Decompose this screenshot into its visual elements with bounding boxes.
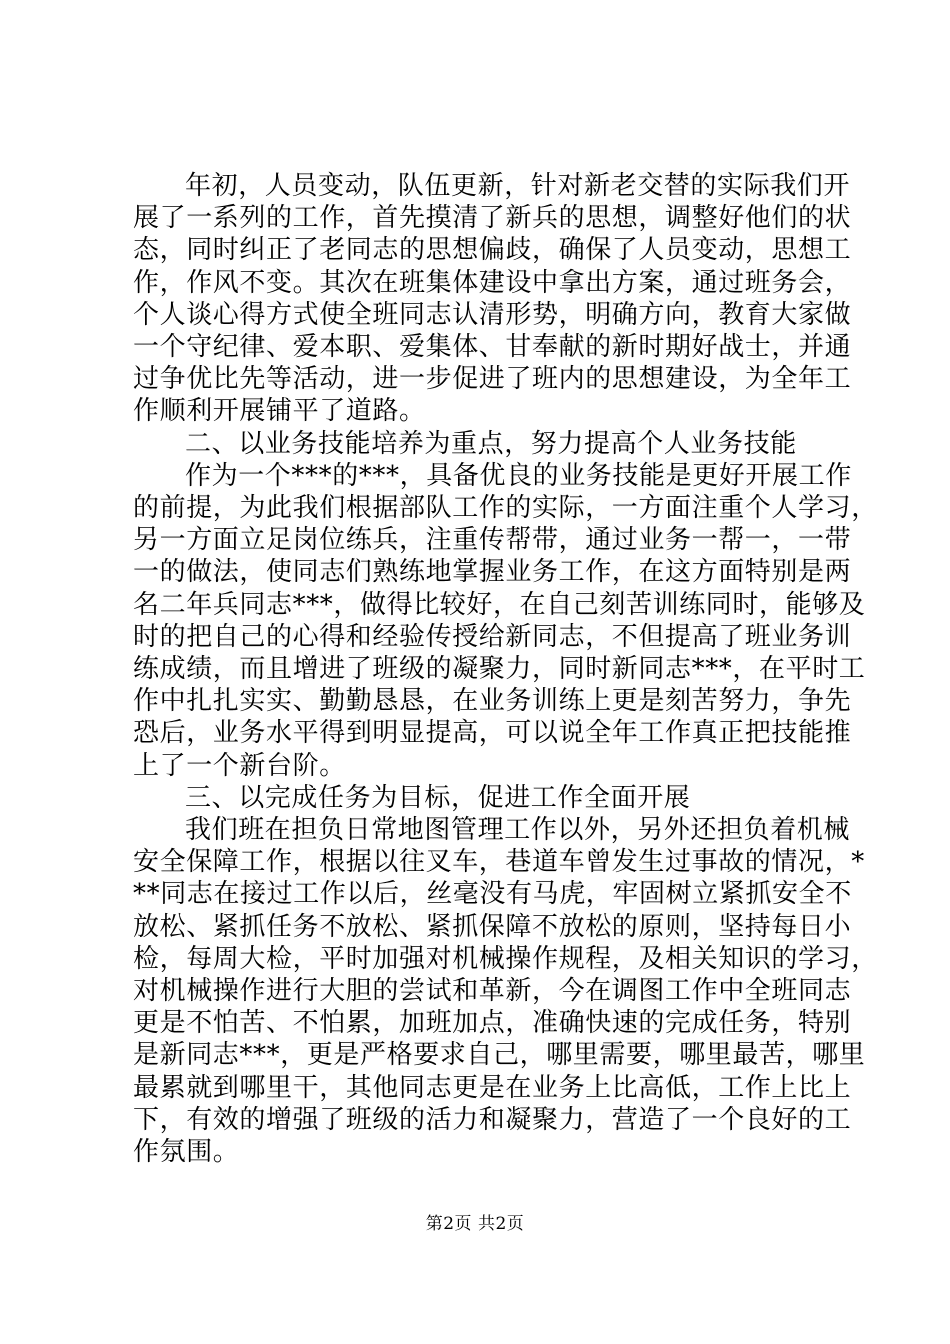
text-line: **同志在接过工作以后，丝毫没有马虎，牢固树立紧抓安全不 [133,879,852,910]
text-line: 名二年兵同志***，做得比较好，在自己刻苦训练同时，能够及 [133,589,866,620]
text-line: 个人谈心得方式使全班同志认清形势，明确方向，教育大家做 [133,299,852,330]
text-line: 一个守纪律、爱本职、爱集体、甘奉献的新时期好战士，并通 [133,332,852,363]
text-line: 作氛围。 [133,1137,240,1168]
text-line: 的前提，为此我们根据部队工作的实际，一方面注重个人学习， [133,493,878,524]
text-line: 时的把自己的心得和经验传授给新同志，不但提高了班业务训 [133,621,852,652]
text-line: 另一方面立足岗位练兵，注重传帮带，通过业务一帮一，一带 [133,525,852,556]
text-line: 过争优比先等活动，进一步促进了班内的思想建设，为全年工 [133,364,852,395]
text-line: 安全保障工作，根据以往叉车，巷道车曾发生过事故的情况，* [133,847,865,878]
text-line: 态，同时纠正了老同志的思想偏歧，确保了人员变动，思想工 [133,235,852,266]
text-line: 年初，人员变动，队伍更新，针对新老交替的实际我们开 [185,171,851,201]
text-line: 恐后，业务水平得到明显提高，可以说全年工作真正把技能推 [133,718,852,749]
text-line: 上了一个新台阶。 [133,750,346,781]
text-line: 作中扎扎实实、勤勤恳恳，在业务训练上更是刻苦努力，争先 [133,686,852,717]
text-line: 作顺利开展铺平了道路。 [133,396,426,427]
document-body [133,170,878,1168]
text-line: 作，作风不变。其次在班集体建设中拿出方案，通过班务会， [133,267,852,298]
text-line: 检，每周大检，平时加强对机械操作规程，及相关知识的学习， [133,943,878,974]
text-line: 我们班在担负日常地图管理工作以外，另外还担负着机械 [185,815,851,846]
text-line: 对机械操作进行大胆的尝试和革新，今在调图工作中全班同志 [133,976,852,1007]
text-line: 二、以业务技能培养为重点，努力提高个人业务技能 [185,428,797,459]
text-line: 最累就到哪里干，其他同志更是在业务上比高低，工作上比上 [133,1072,852,1103]
text-line: 练成绩，而且增进了班级的凝聚力，同时新同志***，在平时工 [133,654,866,685]
text-line: 三、以完成任务为目标，促进工作全面开展 [185,782,691,813]
text-line: 是新同志***，更是严格要求自己，哪里需要，哪里最苦，哪里 [133,1040,866,1071]
text-line: 作为一个***的***，具备优良的业务技能是更好开展工作 [185,460,852,491]
text-line: 一的做法，使同志们熟练地掌握业务工作，在这方面特别是两 [133,557,852,588]
text-line: 下，有效的增强了班级的活力和凝聚力，营造了一个良好的工 [133,1104,852,1135]
text-line: 展了一系列的工作，首先摸清了新兵的思想，调整好他们的状 [133,203,852,234]
text-line: 放松、紧抓任务不放松、紧抓保障不放松的原则，坚持每日小 [133,911,852,942]
text-line: 更是不怕苦、不怕累，加班加点，准确快速的完成任务，特别 [133,1008,852,1039]
page-footer: 第2页 共2页 [425,1214,525,1234]
